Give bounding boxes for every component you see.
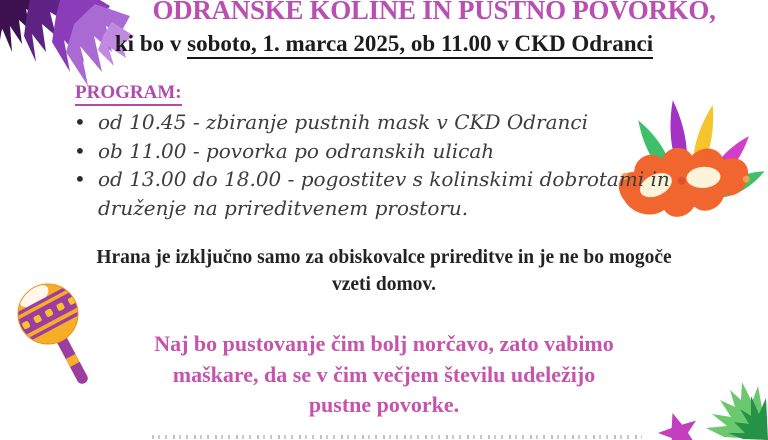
- food-notice: [0, 244, 768, 298]
- date-line-underlined: soboto, 1. marca 2025, ob 11.00 v CKD Odranci: [187, 31, 653, 59]
- invitation-line: maškare, da se v čim večjem številu udeležijo: [172, 361, 596, 387]
- date-line-prefix: ki bo v: [114, 31, 188, 56]
- program-item: • od 13.00 do 18.00 - pogostitev s kolinskimi dobrotami in druženje na prireditvenem prostoru.: [70, 165, 670, 222]
- event-title: ODRANSKE KOLINE IN PUSTNO POVORKO,: [152, 0, 716, 25]
- invitation-line: pustne povorke.: [308, 392, 460, 417]
- program-list: [70, 108, 670, 222]
- program-heading: PROGRAM:: [75, 82, 182, 104]
- program-item: • ob 11.00 - povorka po odranskih ulicah: [70, 137, 670, 166]
- food-notice-line: Hrana je izključno samo za obiskovalce prireditve in je ne bo mogoče: [96, 247, 672, 268]
- program-item: • od 10.45 - zbiranje pustnih mask v CKD Odranci: [70, 108, 670, 137]
- event-date-line: [0, 29, 768, 59]
- food-notice-line: vzeti domov.: [332, 274, 436, 295]
- invitation-line: Naj bo pustovanje čim bolj norčavo, zato vabimo: [154, 331, 614, 356]
- mask-invitation: [0, 329, 768, 421]
